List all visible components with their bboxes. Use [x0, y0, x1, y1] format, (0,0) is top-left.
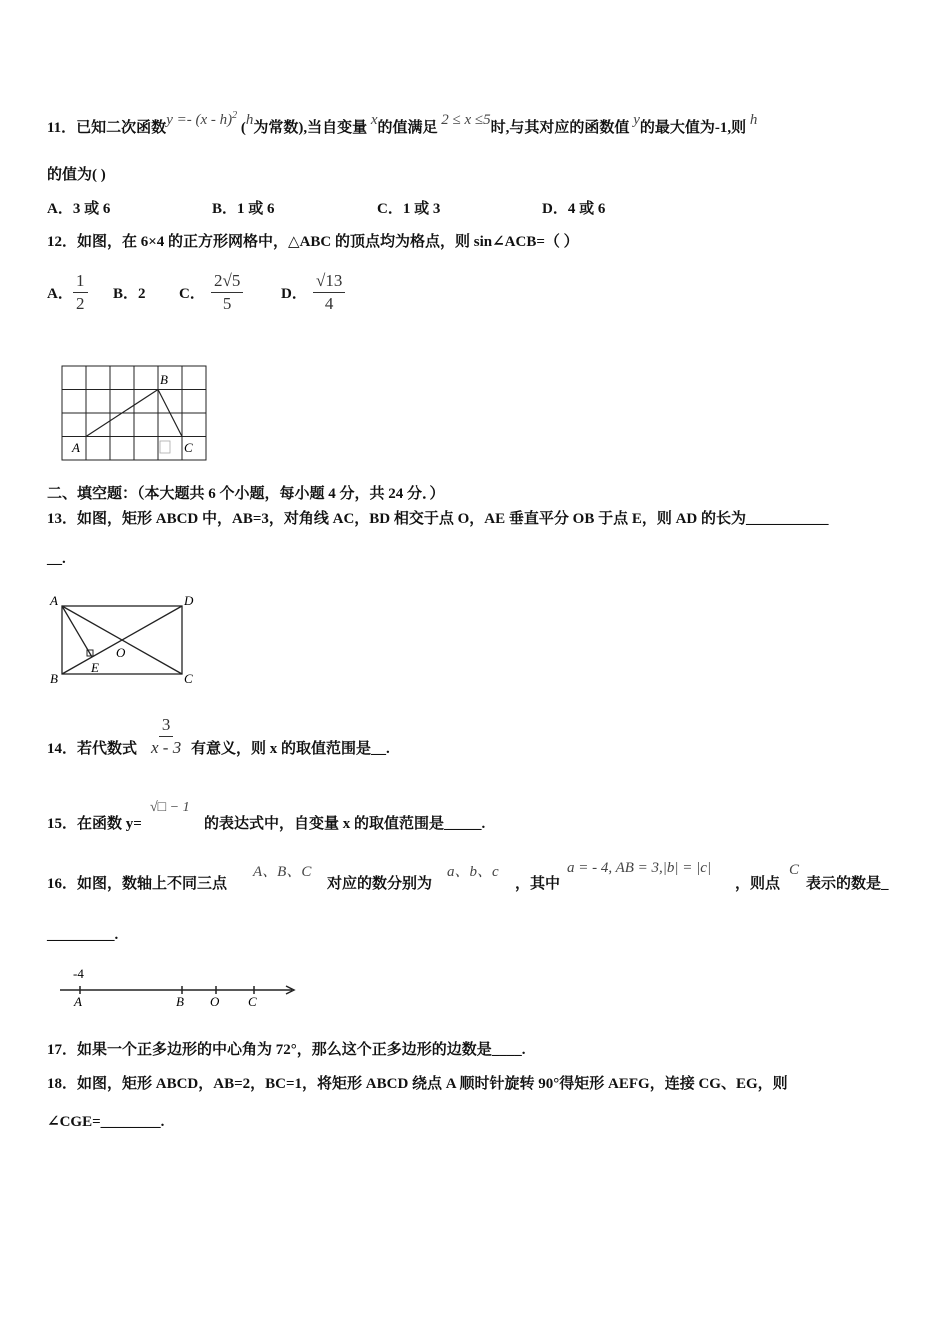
- q11-range: 2 ≤ x ≤5: [441, 112, 491, 128]
- q18-line1: 18．如图，矩形 ABCD，AB=2，BC=1，将矩形 ABCD 绕点 A 顺时针旋转 90°得矩形 AEFG，连接 CG、EG，则: [47, 1076, 788, 1092]
- q13-rectangle-figure: [45, 590, 205, 690]
- fraction-denominator: 5: [222, 294, 232, 313]
- q11-line1: [47, 110, 758, 138]
- q16-line2: _________.: [47, 927, 119, 943]
- q12-option-a-frac: [73, 270, 88, 315]
- q13-stem: 13．如图，矩形 ABCD 中，AB=3，对角线 AC，BD 相交于点 O，AE 垂直平分 OB 于点 E，则 AD 的长为___________: [47, 511, 829, 527]
- q12-option-d: D．: [281, 286, 307, 302]
- rectangle-abcd: [62, 606, 182, 674]
- label-b: B: [50, 671, 58, 686]
- fraction-numerator: 2√5: [211, 270, 243, 293]
- q14-text: 有意义，则 x 的取值范围是__.: [191, 741, 390, 757]
- q15-text: 的表达式中，自变量 x 的取值范围是_____.: [204, 816, 486, 832]
- q11-option-a: A．3 或 6: [47, 201, 111, 217]
- tick-label-minus4: -4: [73, 966, 84, 981]
- q11-text: 的最大值为-1,则: [639, 120, 747, 136]
- q16-var-c: C: [789, 862, 800, 878]
- fraction-numerator: 1: [73, 270, 88, 293]
- q11-exponent: 2: [232, 110, 238, 121]
- q16-text: 表示的数是_: [806, 876, 889, 892]
- q12-stem: 12．如图，在 6×4 的正方形网格中，△ABC 的顶点均为格点，则 sin∠ACB=（ ）: [47, 234, 579, 250]
- q18-line2: ∠CGE=________.: [47, 1114, 165, 1130]
- label-a: A: [74, 994, 82, 1009]
- q16-text: ，则点: [735, 876, 781, 892]
- label-o: O: [210, 994, 220, 1009]
- section-title: 二、填空题：（本大题共 6 个小题，每小题 4 分，共 24 分．）: [47, 486, 445, 502]
- q11-var-x: x: [370, 112, 378, 128]
- q16-text: ，其中: [515, 876, 561, 892]
- q16-values: a、b、c: [447, 864, 499, 880]
- q16-number-line: [58, 962, 303, 1012]
- q12-grid-figure: [60, 364, 220, 464]
- q12-option-b: B．2: [113, 286, 146, 302]
- q17-stem: 17．如果一个正多边形的中心角为 72°，那么这个正多边形的边数是____.: [47, 1042, 526, 1058]
- placeholder-box: [160, 441, 170, 453]
- label-b: B: [176, 994, 184, 1009]
- label-a: A: [50, 593, 58, 608]
- label-c: C: [184, 440, 193, 455]
- q11-number: 11．已知二次函数: [47, 120, 167, 136]
- q16-text: 16．如图，数轴上不同三点: [47, 876, 228, 892]
- q11-var-h: h: [749, 112, 758, 128]
- q15-radical: √□ − 1: [150, 800, 190, 815]
- q13-line2: __.: [47, 551, 66, 567]
- q11-text: 的值满足: [377, 120, 438, 136]
- fraction-numerator: 3: [159, 714, 174, 737]
- q12-option-a: A．: [47, 286, 73, 302]
- q11-text: 时,与其对应的函数值: [490, 120, 630, 136]
- q15-text: 15．在函数 y=: [47, 816, 142, 832]
- q12-option-c-frac: [211, 270, 243, 315]
- label-d: D: [184, 593, 194, 608]
- fraction-denominator: 4: [324, 294, 334, 313]
- fraction-numerator: √13: [313, 270, 345, 293]
- q11-option-b: B．1 或 6: [212, 201, 275, 217]
- label-b: B: [160, 372, 168, 387]
- fraction-denominator: x - 3: [151, 738, 182, 757]
- q12-option-d-frac: [313, 270, 345, 315]
- q11-text: 为常数),当自变量: [253, 120, 368, 136]
- q11-text: (: [240, 120, 246, 136]
- q11-formula: y =- (x - h): [166, 112, 233, 128]
- label-e: E: [91, 660, 99, 675]
- q14-fraction: [148, 714, 184, 759]
- q11-var-h: h: [245, 112, 254, 128]
- q11-line2: 的值为( ): [47, 167, 106, 183]
- label-o: O: [116, 645, 126, 660]
- q16-condition: a = - 4, AB = 3,|b| = |c|: [567, 860, 712, 876]
- q11-var-y: y: [633, 112, 640, 128]
- q11-option-c: C．1 或 3: [377, 201, 441, 217]
- label-c: C: [248, 994, 257, 1009]
- q14-text: 14．若代数式: [47, 741, 138, 757]
- label-a: A: [72, 440, 80, 455]
- fraction-denominator: 2: [76, 294, 85, 313]
- q16-text: 对应的数分别为: [327, 876, 433, 892]
- q11-option-d: D．4 或 6: [542, 201, 606, 217]
- label-c: C: [184, 671, 193, 686]
- q12-option-c: C．: [179, 286, 205, 302]
- q16-points: A、B、C: [253, 864, 312, 880]
